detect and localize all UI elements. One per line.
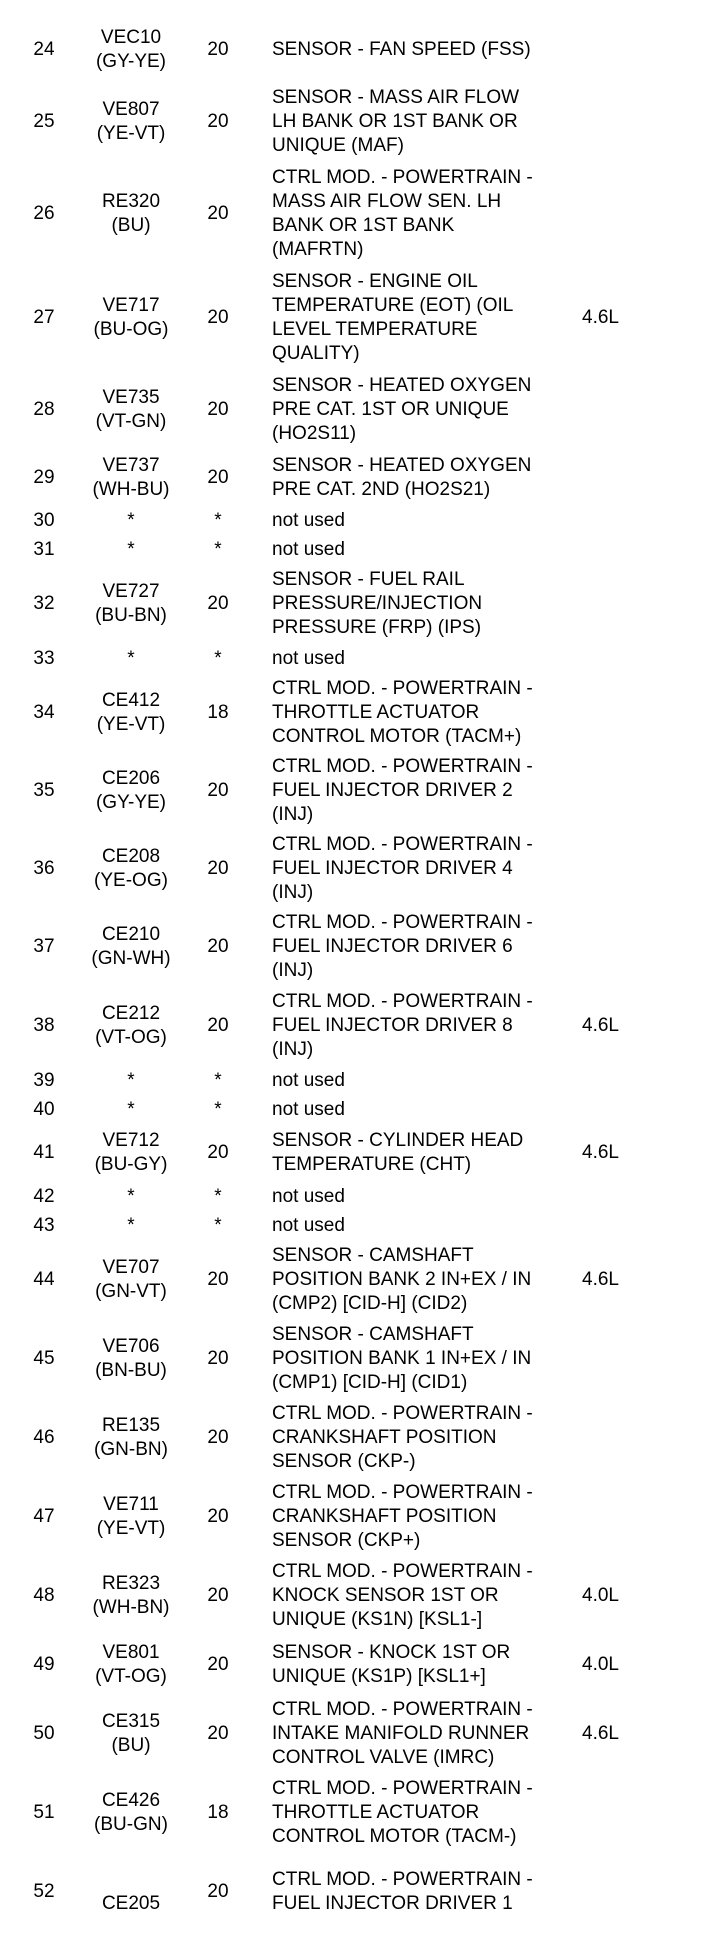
wire-gauge: 20 bbox=[207, 1723, 229, 1744]
circuit-description-line: FUEL INJECTOR DRIVER 8 bbox=[272, 1015, 513, 1036]
circuit-description bbox=[272, 908, 592, 986]
wire-code-line: (BU-BN) bbox=[95, 605, 167, 626]
circuit-description-line: FUEL INJECTOR DRIVER 4 bbox=[272, 858, 513, 879]
circuit-description bbox=[272, 162, 592, 266]
wire-code bbox=[76, 1096, 186, 1124]
wire-gauge: 20 bbox=[207, 1269, 229, 1290]
wire-code bbox=[76, 1774, 186, 1852]
circuit-description-line: CTRL MOD. - POWERTRAIN - bbox=[272, 1403, 533, 1424]
pin-number: 33 bbox=[33, 648, 55, 669]
wire-code bbox=[76, 1694, 186, 1774]
engine-note bbox=[582, 536, 662, 564]
engine-note bbox=[582, 18, 662, 82]
wire-code-line: CE205 bbox=[101, 1893, 161, 1914]
circuit-description-line: SENSOR - ENGINE OIL bbox=[272, 271, 478, 292]
wire-code-line: * bbox=[127, 510, 135, 531]
wire-code-line: CE210 bbox=[101, 924, 161, 945]
pin-number: 51 bbox=[33, 1802, 55, 1823]
wire-code-line bbox=[128, 1868, 133, 1892]
wire-code-line: VE712 bbox=[102, 1130, 160, 1151]
table-row bbox=[0, 1478, 704, 1556]
wire-gauge: 20 bbox=[207, 1142, 229, 1163]
circuit-description-line: SENSOR - CYLINDER HEAD bbox=[272, 1130, 524, 1151]
circuit-description bbox=[272, 644, 592, 674]
circuit-description bbox=[272, 1212, 592, 1240]
circuit-description-line: SENSOR (CKP-) bbox=[272, 1451, 416, 1472]
engine-note bbox=[582, 830, 662, 908]
wire-code-line: (WH-BU) bbox=[92, 479, 170, 500]
circuit-description bbox=[272, 1066, 592, 1096]
circuit-description bbox=[272, 1636, 592, 1694]
circuit-description-line: UNIQUE (KS1P) [KSL1+] bbox=[272, 1666, 486, 1687]
circuit-description bbox=[272, 1182, 592, 1212]
engine-note bbox=[582, 162, 662, 266]
pin-number: 29 bbox=[33, 467, 55, 488]
wire-code bbox=[76, 162, 186, 266]
pin-number: 50 bbox=[33, 1723, 55, 1744]
circuit-description-line: SENSOR - MASS AIR FLOW bbox=[272, 87, 520, 108]
circuit-description bbox=[272, 1556, 592, 1636]
engine-note: 4.6L bbox=[582, 1269, 619, 1290]
wire-code bbox=[76, 1852, 186, 1932]
table-row bbox=[0, 644, 704, 674]
pin-number: 47 bbox=[33, 1506, 55, 1527]
table-row bbox=[0, 506, 704, 536]
pin-number: 46 bbox=[33, 1427, 55, 1448]
wire-code-line: VE735 bbox=[102, 387, 160, 408]
circuit-description-line: SENSOR - FUEL RAIL bbox=[272, 569, 465, 590]
circuit-description-line: SENSOR - FAN SPEED (FSS) bbox=[272, 39, 531, 60]
table-row bbox=[0, 1636, 704, 1694]
wire-gauge: 20 bbox=[207, 1348, 229, 1369]
table-row bbox=[0, 536, 704, 564]
table-row bbox=[0, 830, 704, 908]
circuit-description-line: (INJ) bbox=[272, 882, 314, 903]
circuit-description bbox=[272, 986, 592, 1066]
circuit-description-line: POSITION BANK 1 IN+EX / IN bbox=[272, 1348, 532, 1369]
wire-code bbox=[76, 1636, 186, 1694]
engine-note bbox=[582, 1066, 662, 1096]
table-row bbox=[0, 1124, 704, 1182]
engine-note: 4.6L bbox=[582, 307, 619, 328]
circuit-description-line: QUALITY) bbox=[272, 343, 360, 364]
wire-gauge: 20 bbox=[207, 1881, 229, 1902]
pin-number: 40 bbox=[33, 1099, 55, 1120]
table-row bbox=[0, 1556, 704, 1636]
wire-code-line: (GN-VT) bbox=[95, 1281, 167, 1302]
pin-number: 26 bbox=[33, 203, 55, 224]
wire-code bbox=[76, 1240, 186, 1320]
wire-code bbox=[76, 506, 186, 536]
circuit-description-line: not used bbox=[272, 1186, 345, 1207]
wire-gauge: 20 bbox=[207, 1427, 229, 1448]
circuit-description-line: CTRL MOD. - POWERTRAIN - bbox=[272, 834, 533, 855]
table-row bbox=[0, 1240, 704, 1320]
circuit-description-line: SENSOR - KNOCK 1ST OR bbox=[272, 1642, 511, 1663]
circuit-description-line: POSITION BANK 2 IN+EX / IN bbox=[272, 1269, 532, 1290]
wire-gauge: 20 bbox=[207, 39, 229, 60]
circuit-description-line: not used bbox=[272, 510, 345, 531]
circuit-description bbox=[272, 1852, 592, 1932]
engine-note: 4.6L bbox=[582, 1015, 619, 1036]
circuit-description-line: CTRL MOD. - POWERTRAIN - bbox=[272, 1482, 533, 1503]
wire-gauge: * bbox=[214, 1099, 222, 1120]
engine-note: 4.6L bbox=[582, 1723, 619, 1744]
engine-note bbox=[582, 1398, 662, 1478]
circuit-description-line: SENSOR - HEATED OXYGEN bbox=[272, 375, 532, 396]
engine-note bbox=[582, 1478, 662, 1556]
wire-gauge: 20 bbox=[207, 936, 229, 957]
wire-code-line: VE707 bbox=[102, 1257, 160, 1278]
circuit-description-line: CTRL MOD. - POWERTRAIN - bbox=[272, 1699, 533, 1720]
wire-gauge: 20 bbox=[207, 203, 229, 224]
wire-code-line: VE801 bbox=[102, 1642, 160, 1663]
wire-code-line: (BU) bbox=[111, 1735, 151, 1756]
wire-code-line: * bbox=[127, 648, 135, 669]
wire-gauge: 20 bbox=[207, 399, 229, 420]
wire-code bbox=[76, 752, 186, 830]
circuit-description bbox=[272, 1694, 592, 1774]
wire-code bbox=[76, 1398, 186, 1478]
wire-code bbox=[76, 82, 186, 162]
pin-number: 42 bbox=[33, 1186, 55, 1207]
wire-code-line: (VT-OG) bbox=[95, 1666, 167, 1687]
circuit-description-line: (CMP1) [CID-H] (CID1) bbox=[272, 1372, 468, 1393]
table-row bbox=[0, 1212, 704, 1240]
circuit-description-line: CTRL MOD. - POWERTRAIN - bbox=[272, 1561, 533, 1582]
circuit-description-line: (INJ) bbox=[272, 1039, 314, 1060]
engine-note bbox=[582, 1182, 662, 1212]
circuit-description-line: SENSOR - CAMSHAFT bbox=[272, 1245, 474, 1266]
pin-number: 41 bbox=[33, 1142, 55, 1163]
table-row bbox=[0, 1320, 704, 1398]
wire-code-line: VE807 bbox=[102, 99, 160, 120]
wire-gauge: 20 bbox=[207, 1585, 229, 1606]
circuit-description-line: PRESSURE (FRP) (IPS) bbox=[272, 617, 482, 638]
circuit-description-line: (INJ) bbox=[272, 960, 314, 981]
circuit-description-line: not used bbox=[272, 1070, 345, 1091]
table-row bbox=[0, 266, 704, 370]
wire-code-line: CE315 bbox=[101, 1711, 161, 1732]
pin-number: 24 bbox=[33, 39, 55, 60]
pin-number: 32 bbox=[33, 593, 55, 614]
wire-gauge: 20 bbox=[207, 1015, 229, 1036]
circuit-description-line: PRE CAT. 2ND (HO2S21) bbox=[272, 479, 491, 500]
wire-code-line: RE323 bbox=[101, 1573, 161, 1594]
circuit-description bbox=[272, 266, 592, 370]
wire-code-line: CE208 bbox=[101, 846, 161, 867]
wire-code-line: CE212 bbox=[101, 1003, 161, 1024]
pin-number: 48 bbox=[33, 1585, 55, 1606]
table-row bbox=[0, 1774, 704, 1852]
circuit-description-line: (HO2S11) bbox=[272, 423, 357, 444]
circuit-description bbox=[272, 1478, 592, 1556]
circuit-description-line: not used bbox=[272, 539, 345, 560]
wire-code bbox=[76, 1556, 186, 1636]
wire-code-line: (YE-VT) bbox=[96, 123, 166, 144]
wire-code-line: VE737 bbox=[102, 455, 160, 476]
circuit-description bbox=[272, 450, 592, 506]
wire-code-line: (GY-YE) bbox=[95, 51, 167, 72]
wire-code bbox=[76, 370, 186, 450]
wire-code bbox=[76, 1478, 186, 1556]
engine-note bbox=[582, 1212, 662, 1240]
circuit-description-line: SENSOR - HEATED OXYGEN bbox=[272, 455, 532, 476]
table-row bbox=[0, 1066, 704, 1096]
wire-gauge: * bbox=[214, 539, 222, 560]
circuit-description bbox=[272, 1398, 592, 1478]
engine-note bbox=[582, 674, 662, 752]
engine-note bbox=[582, 506, 662, 536]
circuit-description-line: BANK OR 1ST BANK bbox=[272, 215, 455, 236]
wire-code bbox=[76, 986, 186, 1066]
circuit-description-line: KNOCK SENSOR 1ST OR bbox=[272, 1585, 499, 1606]
wire-gauge: 20 bbox=[207, 1506, 229, 1527]
wire-code bbox=[76, 266, 186, 370]
wire-code-line: VE727 bbox=[102, 581, 160, 602]
pin-number: 30 bbox=[33, 510, 55, 531]
circuit-description bbox=[272, 752, 592, 830]
circuit-description-line: (MAFRTN) bbox=[272, 239, 364, 260]
circuit-description-line: INTAKE MANIFOLD RUNNER bbox=[272, 1723, 530, 1744]
pin-number: 43 bbox=[33, 1215, 55, 1236]
table-row bbox=[0, 908, 704, 986]
wire-gauge: 20 bbox=[207, 593, 229, 614]
wire-code-line: * bbox=[127, 1099, 135, 1120]
wire-code bbox=[76, 644, 186, 674]
circuit-description-line: CRANKSHAFT POSITION bbox=[272, 1506, 497, 1527]
wire-code-line: VE706 bbox=[102, 1336, 160, 1357]
wire-code-line: CE206 bbox=[101, 768, 161, 789]
wire-code bbox=[76, 1066, 186, 1096]
wire-code-line: (BU-GN) bbox=[94, 1814, 168, 1835]
table-row bbox=[0, 1852, 704, 1932]
pin-number: 49 bbox=[33, 1654, 55, 1675]
wire-code bbox=[76, 564, 186, 644]
circuit-description-line: THROTTLE ACTUATOR bbox=[272, 702, 480, 723]
circuit-description bbox=[272, 1096, 592, 1124]
table-row bbox=[0, 752, 704, 830]
wire-code-line: (BU-OG) bbox=[93, 319, 169, 340]
circuit-description bbox=[272, 830, 592, 908]
wire-gauge: 20 bbox=[207, 1654, 229, 1675]
engine-note bbox=[582, 82, 662, 162]
engine-note bbox=[582, 1774, 662, 1852]
engine-note: 4.0L bbox=[582, 1654, 619, 1675]
engine-note bbox=[582, 564, 662, 644]
engine-note bbox=[582, 908, 662, 986]
circuit-description-line: not used bbox=[272, 1215, 345, 1236]
circuit-description-line: CTRL MOD. - POWERTRAIN - bbox=[272, 912, 533, 933]
table-row bbox=[0, 82, 704, 162]
circuit-description bbox=[272, 564, 592, 644]
table-row bbox=[0, 370, 704, 450]
wire-code-line: * bbox=[127, 1215, 135, 1236]
engine-note bbox=[582, 1852, 662, 1932]
circuit-description-line: CONTROL MOTOR (TACM-) bbox=[272, 1826, 517, 1847]
pin-number: 28 bbox=[33, 399, 55, 420]
wire-gauge: * bbox=[214, 1070, 222, 1091]
pin-number: 25 bbox=[33, 111, 55, 132]
circuit-description-line: CRANKSHAFT POSITION bbox=[272, 1427, 497, 1448]
circuit-description bbox=[272, 1240, 592, 1320]
pin-number: 37 bbox=[33, 936, 55, 957]
wire-code-line: (BU-GY) bbox=[94, 1154, 168, 1175]
circuit-description-line: LH BANK OR 1ST BANK OR bbox=[272, 111, 518, 132]
pin-number: 27 bbox=[33, 307, 55, 328]
wire-code-line: CE426 bbox=[101, 1790, 161, 1811]
circuit-description bbox=[272, 370, 592, 450]
wire-code bbox=[76, 18, 186, 82]
circuit-description bbox=[272, 674, 592, 752]
wire-gauge: 20 bbox=[207, 307, 229, 328]
wire-code-line: (YE-VT) bbox=[96, 1518, 166, 1539]
circuit-description-line: SENSOR - CAMSHAFT bbox=[272, 1324, 474, 1345]
circuit-description-line: FUEL INJECTOR DRIVER 6 bbox=[272, 936, 513, 957]
wire-code-line: * bbox=[127, 1070, 135, 1091]
table-row bbox=[0, 674, 704, 752]
circuit-description-line: PRE CAT. 1ST OR UNIQUE bbox=[272, 399, 509, 420]
table-row bbox=[0, 162, 704, 266]
wire-code-line: CE412 bbox=[101, 690, 161, 711]
engine-note bbox=[582, 752, 662, 830]
wire-code-line: * bbox=[127, 539, 135, 560]
circuit-description-line: TEMPERATURE (CHT) bbox=[272, 1154, 472, 1175]
wire-code-line: (WH-BN) bbox=[92, 1597, 170, 1618]
circuit-description-line: SENSOR (CKP+) bbox=[272, 1530, 421, 1551]
circuit-description-line: THROTTLE ACTUATOR bbox=[272, 1802, 480, 1823]
wire-code bbox=[76, 908, 186, 986]
circuit-description bbox=[272, 1124, 592, 1182]
wire-code bbox=[76, 1320, 186, 1398]
engine-note bbox=[582, 644, 662, 674]
wire-code-line: (BU) bbox=[111, 215, 151, 236]
wire-gauge: 20 bbox=[207, 111, 229, 132]
table-row bbox=[0, 1182, 704, 1212]
circuit-description-line: (INJ) bbox=[272, 804, 314, 825]
table-row bbox=[0, 1096, 704, 1124]
engine-note bbox=[582, 370, 662, 450]
wire-code-line: (GN-BN) bbox=[94, 1439, 168, 1460]
circuit-description bbox=[272, 536, 592, 564]
circuit-description-line: PRESSURE/INJECTION bbox=[272, 593, 483, 614]
circuit-description-line: FUEL INJECTOR DRIVER 2 bbox=[272, 780, 513, 801]
wire-code bbox=[76, 830, 186, 908]
wire-gauge: 18 bbox=[207, 1802, 229, 1823]
pin-number: 39 bbox=[33, 1070, 55, 1091]
wire-code bbox=[76, 674, 186, 752]
pin-number: 34 bbox=[33, 702, 55, 723]
wire-code-line: VE717 bbox=[102, 295, 160, 316]
pin-number: 31 bbox=[33, 539, 55, 560]
pin-number: 45 bbox=[33, 1348, 55, 1369]
circuit-description bbox=[272, 1320, 592, 1398]
circuit-description-line: CONTROL VALVE (IMRC) bbox=[272, 1747, 495, 1768]
engine-note bbox=[582, 1320, 662, 1398]
pin-number: 52 bbox=[33, 1881, 55, 1902]
wire-gauge: * bbox=[214, 510, 222, 531]
table-row bbox=[0, 564, 704, 644]
wire-code bbox=[76, 1124, 186, 1182]
pin-number: 44 bbox=[33, 1269, 55, 1290]
wire-gauge: * bbox=[214, 1186, 222, 1207]
pin-number: 38 bbox=[33, 1015, 55, 1036]
table-row bbox=[0, 450, 704, 506]
circuit-description bbox=[272, 18, 592, 82]
circuit-description-line: not used bbox=[272, 1099, 345, 1120]
wire-code-line: (VT-GN) bbox=[95, 411, 167, 432]
wire-gauge: * bbox=[214, 1215, 222, 1236]
circuit-description-line: CTRL MOD. - POWERTRAIN - bbox=[272, 756, 533, 777]
table-row bbox=[0, 986, 704, 1066]
wire-gauge: 20 bbox=[207, 858, 229, 879]
table-row bbox=[0, 1398, 704, 1478]
wire-gauge: 18 bbox=[207, 702, 229, 723]
wire-gauge: 20 bbox=[207, 780, 229, 801]
wire-code-line: (GN-WH) bbox=[91, 948, 171, 969]
table-row bbox=[0, 1694, 704, 1774]
wire-gauge: 20 bbox=[207, 467, 229, 488]
circuit-description-line: LEVEL TEMPERATURE bbox=[272, 319, 478, 340]
wire-code bbox=[76, 1182, 186, 1212]
circuit-description-line: CTRL MOD. - POWERTRAIN - bbox=[272, 167, 533, 188]
wire-code-line: (YE-VT) bbox=[96, 714, 166, 735]
wire-code bbox=[76, 536, 186, 564]
wire-code-line: VEC10 bbox=[100, 27, 162, 48]
engine-note bbox=[582, 1096, 662, 1124]
circuit-description bbox=[272, 1774, 592, 1852]
circuit-description-line: CTRL MOD. - POWERTRAIN - bbox=[272, 1778, 533, 1799]
engine-note bbox=[582, 450, 662, 506]
circuit-description-line: UNIQUE (KS1N) [KSL1-] bbox=[272, 1609, 483, 1630]
circuit-description-line: TEMPERATURE (EOT) (OIL bbox=[272, 295, 514, 316]
wire-code-line: (GY-YE) bbox=[95, 792, 167, 813]
wire-code-line: (VT-OG) bbox=[95, 1027, 167, 1048]
wire-code-line: (YE-OG) bbox=[94, 870, 168, 891]
circuit-description-line: CTRL MOD. - POWERTRAIN - bbox=[272, 1869, 533, 1890]
circuit-description-line: (CMP2) [CID-H] (CID2) bbox=[272, 1293, 468, 1314]
circuit-description bbox=[272, 82, 592, 162]
wire-code-line: VE711 bbox=[103, 1494, 159, 1515]
circuit-description-line: MASS AIR FLOW SEN. LH bbox=[272, 191, 502, 212]
wire-code bbox=[76, 1212, 186, 1240]
circuit-description-line: not used bbox=[272, 648, 345, 669]
pin-number: 36 bbox=[33, 858, 55, 879]
wire-code-line: * bbox=[127, 1186, 135, 1207]
engine-note: 4.0L bbox=[582, 1585, 619, 1606]
wire-code-line: (BN-BU) bbox=[95, 1360, 167, 1381]
wire-code-line: RE135 bbox=[101, 1415, 161, 1436]
circuit-description-line: UNIQUE (MAF) bbox=[272, 135, 404, 156]
circuit-description-line: CTRL MOD. - POWERTRAIN - bbox=[272, 678, 533, 699]
circuit-description-line: CONTROL MOTOR (TACM+) bbox=[272, 726, 522, 747]
circuit-description-line: CTRL MOD. - POWERTRAIN - bbox=[272, 991, 533, 1012]
pin-number: 35 bbox=[33, 780, 55, 801]
wire-gauge: * bbox=[214, 648, 222, 669]
table-row bbox=[0, 18, 704, 82]
circuit-description bbox=[272, 506, 592, 536]
circuit-description-line: FUEL INJECTOR DRIVER 1 bbox=[272, 1893, 513, 1914]
wire-code-line: RE320 bbox=[101, 191, 161, 212]
engine-note: 4.6L bbox=[582, 1142, 619, 1163]
wire-code bbox=[76, 450, 186, 506]
